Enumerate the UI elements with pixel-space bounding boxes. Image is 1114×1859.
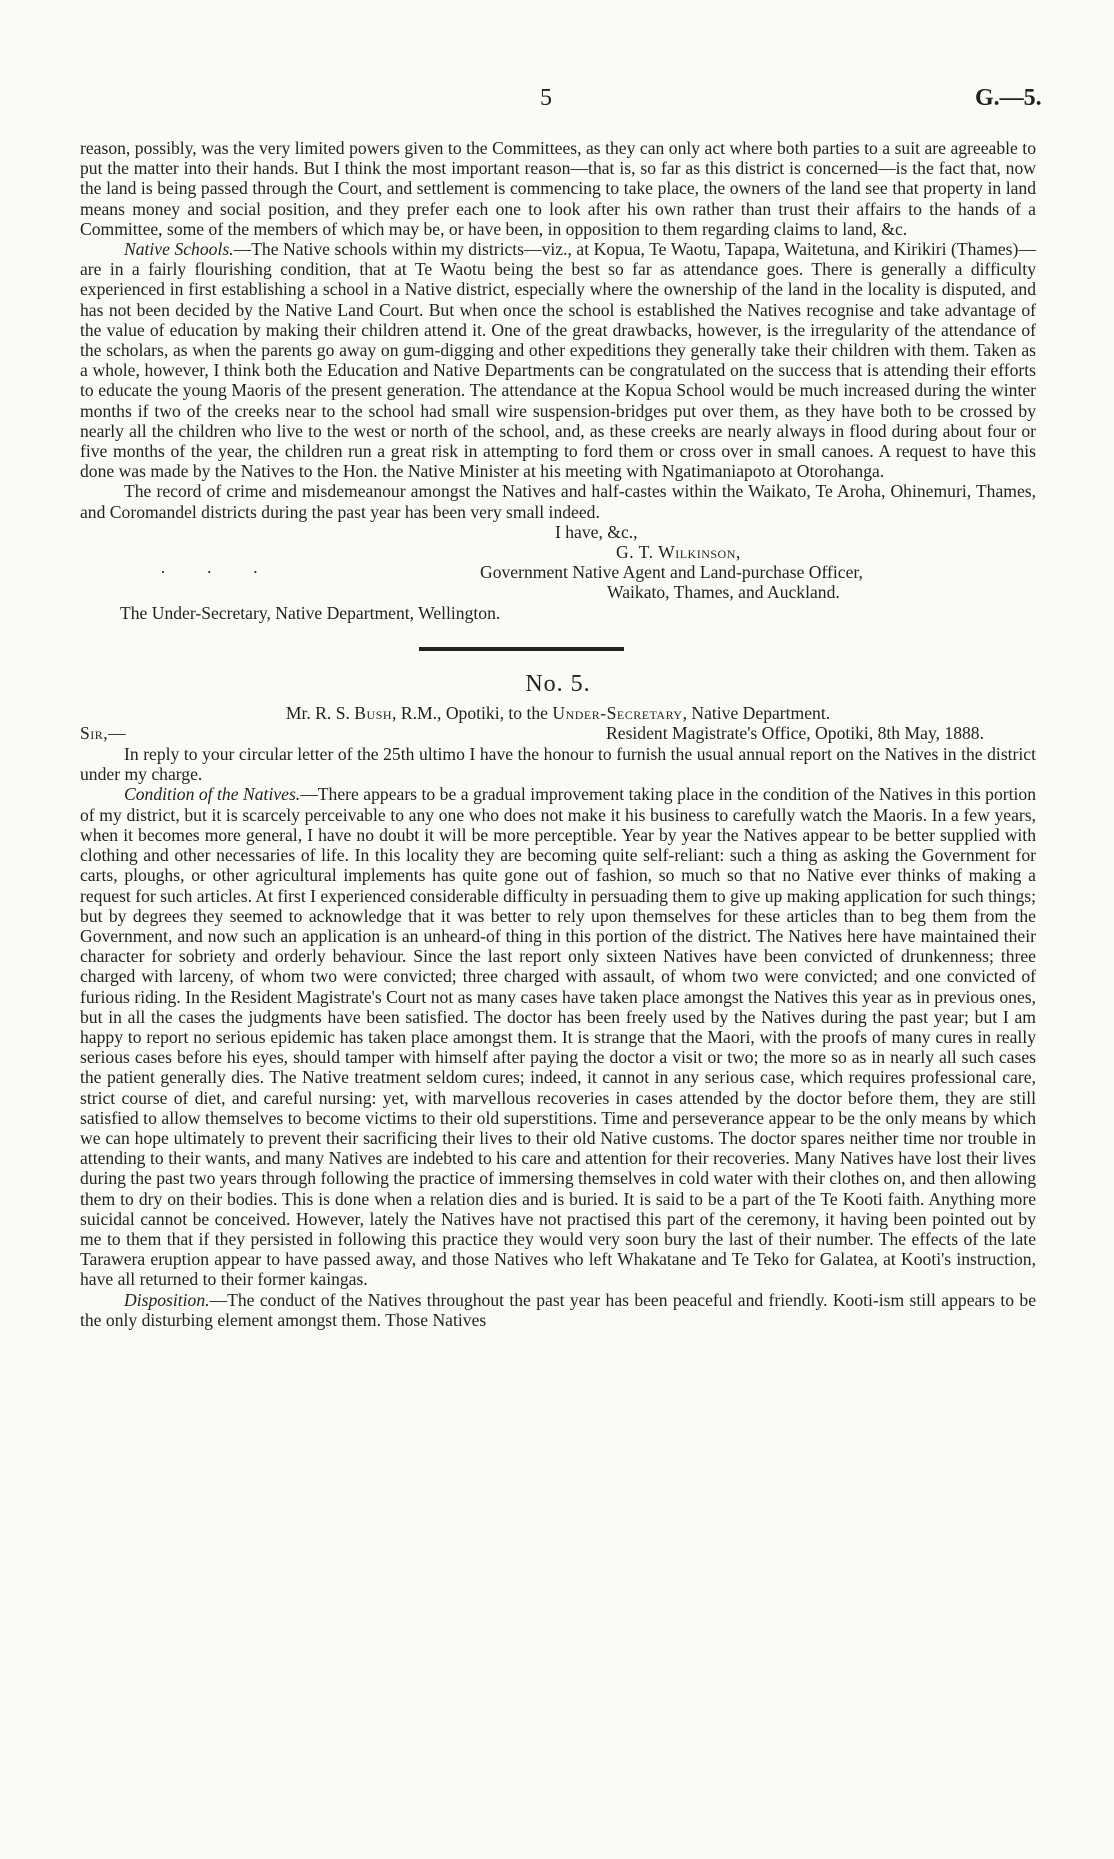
signer-place: Waikato, Thames, and Auckland. [607,582,840,603]
section-divider [419,647,624,651]
condition-heading: Condition of the Natives. [124,784,301,805]
ellipsis-dots: · · · [160,562,277,583]
body-text [80,138,1036,1330]
native-schools-heading: Native Schools. [124,239,234,260]
signer-title: Government Native Agent and Land-purchase Officer, [480,562,863,583]
dateline: Resident Magistrate's Office, Opotiki, 8th May, 1888. [606,723,984,744]
document-reference: G.—5. [975,85,1042,111]
salutation: Sir,— [80,723,127,744]
paragraph-condition [80,784,1036,1289]
disposition-heading: Disposition. [124,1289,210,1310]
paragraph-disposition [80,1290,1036,1330]
paragraph-crime: The record of crime and misdemeanour amongst the Natives and half-castes within the Waikato, Te Aroha, Ohinemuri, Thames, and Coromandel districts during the past year has been very small indeed. [80,481,1036,522]
heading-author: Bush [354,702,393,723]
heading-recipient: Under-Secretary [552,702,683,723]
salutation-row [80,723,1036,744]
paragraph-native-schools [80,239,1036,481]
signer-title-row [80,562,1036,582]
signer-name: G. T. Wilkinson, [616,542,741,563]
page-number: 5 [540,85,552,111]
disposition-text: —The conduct of the Natives throughout the past year has been peaceful and friendly. Kooti-ism still appears to be the only disturbing element amongst them. Those Natives [80,1289,1036,1330]
paragraph-intro: In reply to your circular letter of the 25th ultimo I have the honour to furnish the usual annual report on the Natives in the district under my charge. [80,744,1036,785]
native-schools-text: —The Native schools within my districts—viz., at Kopua, Te Waotu, Tapapa, Waitetuna, and Kirikiri (Thames)—are in a fairly flourishing condition, that at Te Waotu being the best so far as attendance goes. There is generally a difficulty experienced in first establishing a school in a Native district, especially where the ownership of the land in the locality is disputed, and has not been decided by the Native Land Court. But when once the school is established the Natives recognise and take advantage of the value of education by making their children attend it. One of the great drawbacks, however, is the irregularity of the attendance of the scholars, as when the parents go away on gum-digging and other expeditions they generally take their children with them. Taken as a whole, however, I think both the Education and Native Departments can be congratulated on the success that is attending their efforts to educate the young Maoris of the present generation. The attendance at the Kopua School would be much increased during the winter months if two of the creeks near to the school had small wire suspension-bridges put over them, as they have both to be crossed by nearly all the children who live to the west or north of the school, and, as these creeks are nearly always in flood during about four or five months of the year, the children run a great risk in attempting to ford them or cross over in small canoes. A request to have this done was made by the Natives to the Hon. the Native Minister at his meeting with Ngatimaniapoto at Otorohanga. [80,239,1036,482]
condition-text: —There appears to be a gradual improvement taking place in the condition of the Natives in this portion of my district, but it is scarcely perceivable to any one who does not make it his business to carefully watch the Maoris. In a few years, when it becomes more general, I have no doubt it will be more perceptible. Year by year the Natives appear to be better supplied with clothing and other necessaries of life. In this locality they are becoming quite self-reliant: such a thing as asking the Government for carts, ploughs, or other agricultural implements has quite gone out of fashion, so much so that no Native ever thinks of making a request for such articles. At first I experienced considerable difficulty in persuading them to give up making application for such things; but by degrees they seemed to acknowledge that it was better to rely upon themselves for these articles than to beg them from the Government, and now such an application is an unheard-of thing in this portion of the district. The Natives here have maintained their character for sobriety and orderly behaviour. Since the last report only sixteen Natives have been convicted of drunkenness; three charged with larceny, of whom two were convicted; three charged with assault, of whom two were convicted; and one convicted of furious riding. In the Resident Magistrate's Court not as many cases have taken place amongst the Natives this year as in previous ones, but in all the cases the judgments have been satisfied. The doctor has been freely used by the Natives during the past year; but I am happy to report no serious epidemic has taken place amongst them. It is strange that the Maori, with the proofs of many cures in really serious cases before his eyes, should tamper with himself after paying the doctor a visit or two; the more so as in nearly all such cases the patient generally dies. The Native treatment seldom cures; indeed, it cannot in any serious case, which requires professional care, strict course of diet, and careful nursing: yet, with marvellous recoveries in cases attended by the doctor before them, they are still satisfied to allow themselves to become victims to their old superstitions. Time and perseverance appear to be the only means by which we can hope ultimately to prevent their sacrificing their lives to their old Native customs. The doctor spares neither time nor trouble in attending to their wants, and many Natives are indebted to his care and attention for their recoveries. Many Natives have lost their lives during the past two years through following the practice of immersing themselves in cold water with their clothes on, and then allowing them to dry on their bodies. This is done when a relation dies and is buried. It is said to be a part of the Te Kooti faith. Anything more suicidal cannot be conceived. However, lately the Natives have not practised this part of the ceremony, it having been pointed out by me to them that if they persisted in following this practice they would very soon bury the last of their number. The effects of the late Tarawera eruption appear to have passed away, and those Natives who left Whakatane and Te Teko for Galatea, at Kooti's instruction, have all returned to their former kaingas. [80,784,1037,1290]
heading-middle: , R.M., Opotiki, to the [392,702,548,723]
closing-line: I have, &c., [555,521,638,542]
running-header [0,84,1114,116]
addressee: The Under-Secretary, Native Department, Wellington. [120,602,501,623]
section-number: No. 5. [525,670,591,697]
heading-suffix: , Native Department. [682,702,831,723]
heading-prefix: Mr. R. S. [285,702,350,723]
paragraph-committees: reason, possibly, was the very limited powers given to the Committees, as they can only act where both parties to a suit are agreeable to put the matter into their hands. But I think the most important reason—that is, so far as this district is concerned—is the fact that, now the land is being passed through the Court, and settlement is commencing to take place, the owners of the land see that property in land means money and social position, and they prefer each one to look after his own rather than trust their affairs to the hands of a Committee, some of the members of which may be, or have been, in opposition to them regarding claims to land, &c. [80,138,1036,239]
letter-heading [80,703,1036,723]
